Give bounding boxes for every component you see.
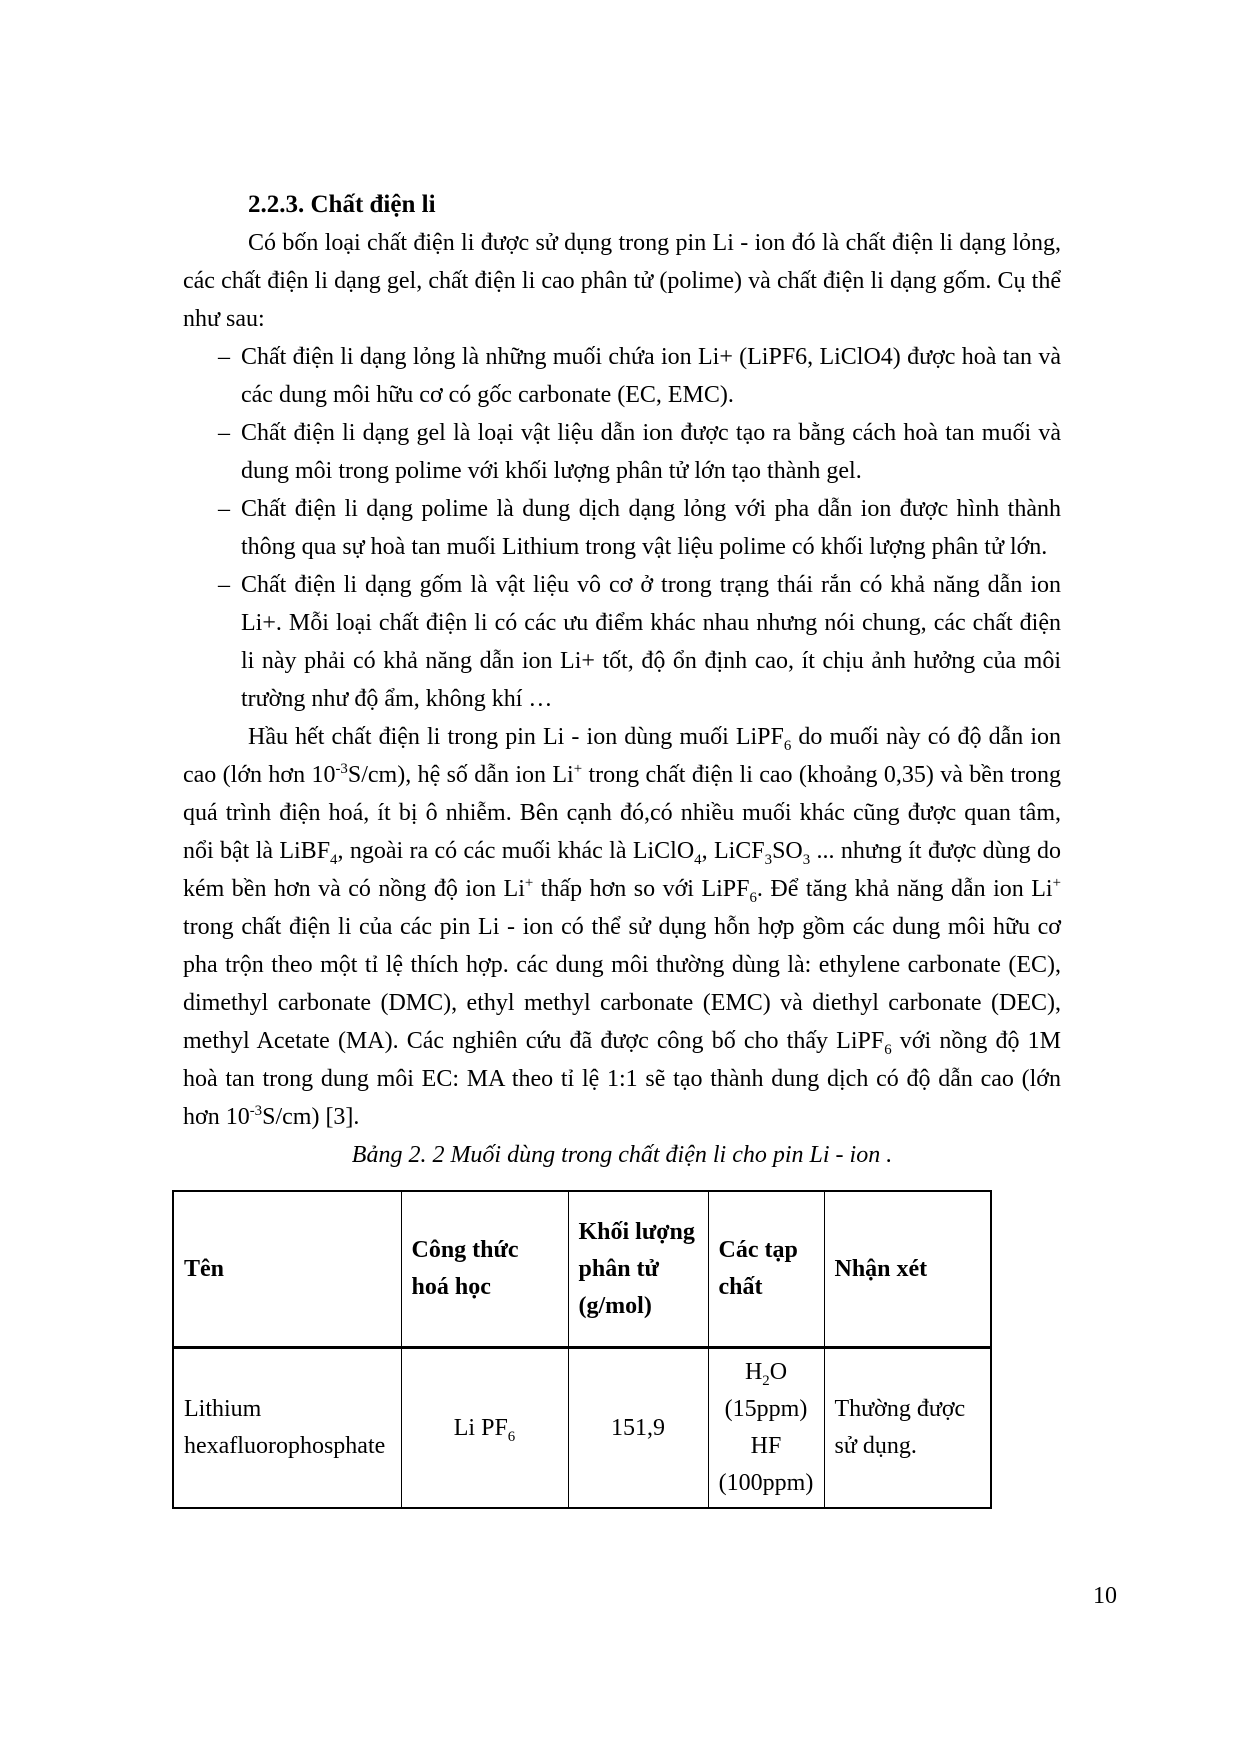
bullet-dash: –	[218, 420, 230, 446]
bullet-item	[218, 490, 1061, 566]
electrolyte-salts-table	[172, 1190, 992, 1509]
bullet-text: Chất điện li dạng gốm là vật liệu vô cơ ở trong trạng thái rắn có khả năng dẫn ion Li+. Mỗi loại chất điện li có các ưu điểm khác nhau nhưng nói chung, các chất điện li này phải có khả năng dẫn ion Li+ tốt, độ ổn định cao, ít chịu ảnh hưởng của môi trường như độ ẩm, không khí …	[241, 572, 1061, 712]
header-molar-mass: Khối lượng phân tử (g/mol)	[568, 1191, 708, 1348]
body-paragraph: Hầu hết chất điện li trong pin Li - ion dùng muối LiPF$_6$ do muối này có độ dẫn ion cao (lớn hơn $10^{-3}S/cm$), hệ số dẫn ion Li+ trong chất điện li cao (khoảng 0,35) và bền trong quá trình điện hoá, ít bị ô nhiễm. Bên cạnh đó,có nhiều muối khác cũng được quan tâm, nổi bật là LiBF$_4$, ngoài ra có các muối khác là LiClO$_4$, $LiCF_3SO_3$ ... nhưng ít được dùng do kém bền hơn và có nồng độ ion Li+ thấp hơn so với LiPF$_6$. Để tăng khả năng dẫn ion Li+ trong chất điện li của các pin Li - ion có thể sử dụng hỗn hợp gồm các dung môi hữu cơ pha trộn theo một tỉ lệ thích hợp. các dung môi thường dùng là: ethylene carbonate (EC), dimethyl carbonate (DMC), ethyl methyl carbonate (EMC) và diethyl carbonate (DEC), methyl Acetate (MA). Các nghiên cứu đã được công bố cho thấy LiPF$_6$ với nồng độ 1M hoà tan trong dung môi EC: MA theo tỉ lệ 1:1 sẽ tạo thành dung dịch có độ dẫn cao (lớn hơn $10^{-3}S/cm$) [3].	[183, 724, 1062, 1130]
bullet-dash: –	[218, 572, 230, 598]
cell-impurities: $H_2O$ (15ppm) HF (100ppm)	[708, 1348, 824, 1509]
page-number: 10	[1093, 1583, 1117, 1609]
bullet-text: Chất điện li dạng polime là dung dịch dạng lỏng với pha dẫn ion được hình thành thông qua sự hoà tan muối Lithium trong vật liệu polime có khối lượng phân tử lớn.	[241, 496, 1061, 560]
bullet-dash: –	[218, 496, 230, 522]
cell-note: Thường được sử dụng.	[824, 1348, 991, 1509]
cell-formula: Li $PF_6$	[401, 1348, 568, 1509]
bullet-list	[183, 338, 1061, 718]
header-note: Nhận xét	[824, 1191, 991, 1348]
table-header-row	[173, 1191, 991, 1348]
header-name: Tên	[173, 1191, 401, 1348]
bullet-item	[218, 566, 1061, 718]
section-heading: 2.2.3. Chất điện li	[248, 191, 436, 218]
intro-paragraph: Có bốn loại chất điện li được sử dụng trong pin Li - ion đó là chất điện li dạng lỏng, các chất điện li dạng gel, chất điện li cao phân tử (polime) và chất điện li dạng gốm. Cụ thể như sau:	[183, 230, 1061, 332]
bullet-item	[218, 338, 1061, 414]
cell-molar-mass: 151,9	[568, 1348, 708, 1509]
table-header	[173, 1191, 991, 1348]
bullet-item	[218, 414, 1061, 490]
header-formula: Công thức hoá học	[401, 1191, 568, 1348]
bullet-text: Chất điện li dạng lỏng là những muối chứa ion Li+ (LiPF6, LiClO4) được hoà tan và các dung môi hữu cơ có gốc carbonate (EC, EMC).	[241, 344, 1061, 408]
bullet-text: Chất điện li dạng gel là loại vật liệu dẫn ion được tạo ra bằng cách hoà tan muối và dung môi trong polime với khối lượng phân tử lớn tạo thành gel.	[241, 420, 1061, 484]
bullet-dash: –	[218, 344, 230, 370]
page-content	[183, 186, 1061, 1509]
salt-table-body	[173, 1348, 991, 1509]
header-impurities: Các tạp chất	[708, 1191, 824, 1348]
table-row	[173, 1348, 991, 1509]
table-caption: Bảng 2. 2 Muối dùng trong chất điện li cho pin Li - ion .	[351, 1142, 893, 1168]
cell-name: Lithium hexafluorophosphate	[173, 1348, 401, 1509]
